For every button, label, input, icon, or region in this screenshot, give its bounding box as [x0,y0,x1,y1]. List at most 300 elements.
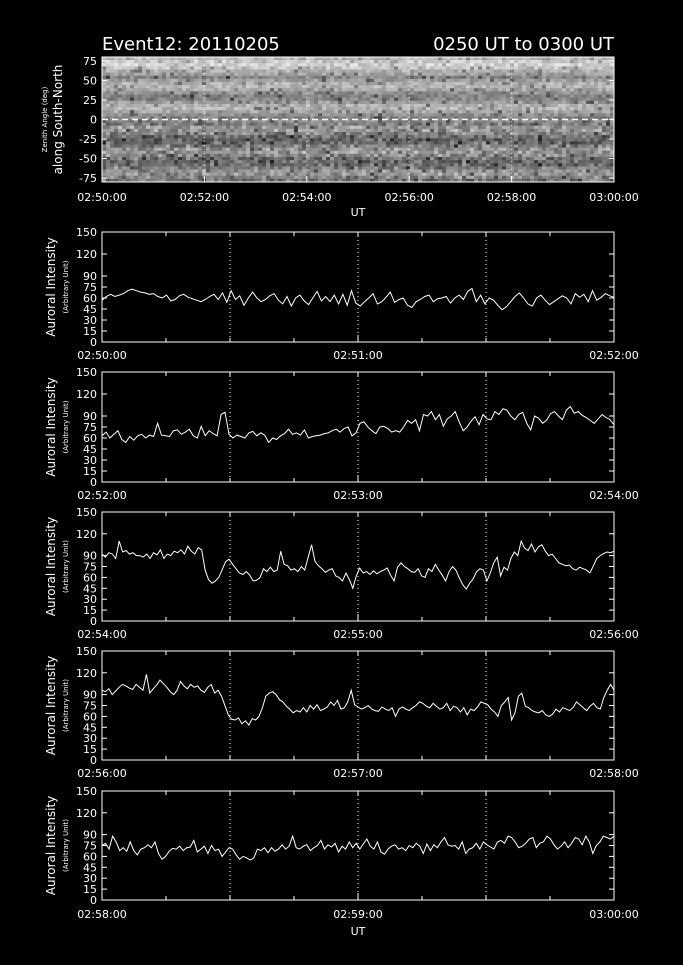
keogram-cell [274,73,279,77]
keogram-cell [534,173,539,177]
keogram-cell [334,157,339,161]
keogram-cell [170,88,175,92]
keogram-cell [474,160,479,164]
keogram-cell [410,163,415,167]
keogram-cell [222,107,227,111]
keogram-cell [574,110,579,114]
keogram-cell [418,91,423,95]
keogram-cell [446,157,451,161]
keogram-cell [418,138,423,142]
keogram-cell [166,176,171,180]
keogram-cell [530,85,535,89]
keogram-cell [542,60,547,64]
keogram-cell [258,70,263,74]
keogram-cell [238,154,243,158]
keogram-cell [270,79,275,83]
keogram-cell [542,95,547,99]
keogram-cell [514,129,519,133]
keogram-cell [186,138,191,142]
keogram-cell [154,91,159,95]
keogram-cell [162,166,167,170]
keogram-cell [386,123,391,127]
keogram-cell [410,148,415,152]
keogram-cell [362,132,367,136]
keogram-cell [454,160,459,164]
keogram-cell [402,57,407,61]
keogram-cell [434,107,439,111]
keogram-cell [578,145,583,149]
keogram-cell [562,126,567,130]
keogram-cell [434,73,439,77]
keogram-cell [598,148,603,152]
keogram-cell [298,123,303,127]
keogram-cell [326,145,331,149]
keogram-cell [358,166,363,170]
keogram-cell [254,145,259,149]
keogram-cell [542,126,547,130]
keogram-cell [466,60,471,64]
keogram-cell [350,113,355,117]
keogram-cell [102,126,107,130]
keogram-cell [430,110,435,114]
keogram-cell [598,141,603,145]
keogram-cell [342,163,347,167]
keogram-cell [114,82,119,86]
keogram-cell [178,160,183,164]
keogram-cell [574,176,579,180]
keogram-cell [398,170,403,174]
keogram-cell [102,141,107,145]
keogram-cell [470,141,475,145]
keogram-cell [102,95,107,99]
keogram-cell [370,141,375,145]
keogram-cell [394,63,399,67]
keogram-cell [158,101,163,105]
keogram-cell [238,104,243,108]
keogram-cell [578,113,583,117]
keogram-cell [438,110,443,114]
keogram-cell [322,70,327,74]
keogram-cell [238,163,243,167]
keogram-cell [218,157,223,161]
keogram-cell [102,88,107,92]
keogram-cell [582,85,587,89]
keogram-cell [110,107,115,111]
keogram-cell [234,63,239,67]
keogram-cell [214,154,219,158]
keogram-cell [114,173,119,177]
keogram-cell [394,132,399,136]
keogram-cell [558,126,563,130]
keogram-cell [450,166,455,170]
keogram-cell [518,76,523,80]
keogram-cell [542,154,547,158]
keogram-cell [514,91,519,95]
keogram-cell [230,82,235,86]
keogram-cell [358,107,363,111]
keogram-cell [354,70,359,74]
keogram-cell [414,107,419,111]
keogram-cell [126,145,131,149]
keogram-cell [166,91,171,95]
keogram-cell [322,176,327,180]
keogram-cell [262,91,267,95]
keogram-cell [514,63,519,67]
keogram-cell [486,166,491,170]
keogram-cell [118,57,123,61]
keogram-cell [290,110,295,114]
keogram-cell [322,166,327,170]
keogram-cell [298,101,303,105]
keogram-cell [558,170,563,174]
keogram-cell [582,170,587,174]
keogram-cell [582,157,587,161]
keogram-cell [122,113,127,117]
keogram-cell [214,98,219,102]
keogram-cell [414,176,419,180]
keogram-cell [130,148,135,152]
keogram-cell [538,116,543,120]
keogram-cell [274,173,279,177]
keogram-cell [238,157,243,161]
keogram-cell [118,138,123,142]
keogram-cell [178,135,183,139]
keogram-cell [454,60,459,64]
keogram-cell [514,132,519,136]
keogram-cell [274,91,279,95]
keogram-cell [414,79,419,83]
keogram-cell [518,166,523,170]
keogram-cell [526,113,531,117]
keogram-cell [222,98,227,102]
keogram-cell [370,173,375,177]
keogram-cell [226,135,231,139]
keogram-cell [378,63,383,67]
keogram-cell [130,154,135,158]
keogram-cell [150,88,155,92]
keogram-cell [430,141,435,145]
keogram-cell [582,138,587,142]
keogram-cell [198,60,203,64]
keogram-cell [198,126,203,130]
keogram-cell [178,104,183,108]
keogram-cell [418,151,423,155]
keogram-cell [486,82,491,86]
keogram-cell [302,95,307,99]
keogram-cell [454,70,459,74]
keogram-cell [474,91,479,95]
keogram-cell [422,88,427,92]
keogram-cell [394,98,399,102]
keogram-cell [370,151,375,155]
keogram-cell [534,123,539,127]
keogram-cell [550,166,555,170]
keogram-cell [446,135,451,139]
keogram-cell [110,104,115,108]
keogram-cell [242,154,247,158]
keogram-cell [214,113,219,117]
keogram-cell [370,160,375,164]
keogram-cell [366,85,371,89]
keogram-cell [430,70,435,74]
keogram-cell [250,82,255,86]
keogram-cell [362,60,367,64]
keogram-cell [486,154,491,158]
keogram-cell [258,110,263,114]
keogram-cell [326,135,331,139]
keogram-cell [194,173,199,177]
keogram-cell [482,70,487,74]
keogram-cell [154,123,159,127]
keogram-cell [602,148,607,152]
keogram-cell [606,129,611,133]
keogram-cell [314,91,319,95]
keogram-cell [482,63,487,67]
keogram-cell [322,157,327,161]
keogram-cell [578,154,583,158]
keogram-cell [510,101,515,105]
keogram-cell [494,129,499,133]
keogram-cell [130,76,135,80]
keogram-cell [246,138,251,142]
keogram-cell [474,126,479,130]
keogram-cell [330,151,335,155]
keogram-cell [318,154,323,158]
keogram-cell [406,66,411,70]
keogram-cell [298,107,303,111]
keogram-cell [514,85,519,89]
keogram-cell [238,120,243,124]
keogram-cell [362,170,367,174]
keogram-cell [342,82,347,86]
keogram-cell [318,66,323,70]
keogram-cell [102,163,107,167]
keogram-cell [538,157,543,161]
keogram-cell [150,126,155,130]
keogram-cell [362,110,367,114]
keogram-cell [146,170,151,174]
keogram-cell [370,66,375,70]
keogram-cell [118,145,123,149]
keogram-cell [242,76,247,80]
keogram-cell [546,154,551,158]
keogram-cell [462,110,467,114]
keogram-cell [218,63,223,67]
keogram-cell [602,82,607,86]
keogram-cell [142,166,147,170]
keogram-cell [334,91,339,95]
keogram-cell [178,173,183,177]
keogram-cell [294,98,299,102]
keogram-cell [602,107,607,111]
keogram-cell [562,129,567,133]
keogram-cell [338,176,343,180]
keogram-cell [590,63,595,67]
keogram-cell [262,148,267,152]
keogram-cell [310,132,315,136]
keogram-cell [546,63,551,67]
keogram-cell [526,135,531,139]
keogram-cell [474,151,479,155]
keogram-cell [138,57,143,61]
keogram-cell [582,151,587,155]
keogram-cell [206,176,211,180]
keogram-cell [218,160,223,164]
keogram-cell [186,95,191,99]
keogram-cell [550,57,555,61]
keogram-cell [198,123,203,127]
keogram-cell [462,85,467,89]
keogram-cell [106,63,111,67]
keogram-cell [358,73,363,77]
keogram-cell [166,154,171,158]
keogram-cell [242,173,247,177]
keogram-cell [206,101,211,105]
keogram-cell [394,135,399,139]
keogram-cell [118,107,123,111]
keogram-cell [218,135,223,139]
keogram-cell [422,110,427,114]
keogram-cell [506,160,511,164]
keogram-cell [242,166,247,170]
keogram-cell [266,113,271,117]
keogram-cell [250,70,255,74]
keogram-cell [138,116,143,120]
keogram-cell [186,157,191,161]
keogram-cell [198,116,203,120]
keogram-cell [410,70,415,74]
keogram-cell [214,60,219,64]
keogram-cell [538,101,543,105]
keogram-cell [510,82,515,86]
keogram-cell [534,101,539,105]
keogram-cell [494,66,499,70]
keogram-cell [414,166,419,170]
keogram-cell [518,91,523,95]
keogram-cell [438,70,443,74]
keogram-cell [134,170,139,174]
keogram-cell [562,88,567,92]
keogram-cell [282,63,287,67]
keogram-cell [270,113,275,117]
keogram-cell [470,104,475,108]
keogram-cell [602,66,607,70]
keogram-cell [482,135,487,139]
keogram-cell [350,135,355,139]
keogram-cell [250,160,255,164]
keogram-cell [330,101,335,105]
keogram-cell [394,88,399,92]
keogram-cell [482,88,487,92]
keogram-cell [146,176,151,180]
keogram-cell [590,113,595,117]
keogram-cell [154,73,159,77]
keogram-cell [458,160,463,164]
keogram-cell [114,154,119,158]
keogram-cell [534,176,539,180]
keogram-cell [190,138,195,142]
keogram-cell [554,126,559,130]
keogram-cell [162,135,167,139]
keogram-cell [222,60,227,64]
keogram-cell [130,132,135,136]
keogram-cell [118,60,123,64]
keogram-cell [174,79,179,83]
keogram-cell [118,91,123,95]
keogram-cell [486,170,491,174]
keogram-cell [390,57,395,61]
keogram-cell [450,82,455,86]
keogram-cell [598,107,603,111]
keogram-cell [594,57,599,61]
keogram-cell [198,76,203,80]
keogram-cell [386,82,391,86]
keogram-cell [570,148,575,152]
keogram-cell [290,163,295,167]
keogram-cell [130,63,135,67]
keogram-cell [410,151,415,155]
keogram-cell [482,101,487,105]
keogram-cell [114,101,119,105]
keogram-cell [450,70,455,74]
keogram-cell [342,176,347,180]
keogram-cell [430,138,435,142]
keogram-cell [434,98,439,102]
keogram-cell [438,113,443,117]
keogram-cell [374,148,379,152]
keogram-cell [582,110,587,114]
keogram-cell [154,85,159,89]
keogram-cell [106,82,111,86]
keogram-cell [606,123,611,127]
keogram-cell [526,138,531,142]
keogram-cell [330,160,335,164]
keogram-cell [602,141,607,145]
keogram-cell [186,76,191,80]
keogram-cell [394,95,399,99]
keogram-cell [206,85,211,89]
keogram-cell [254,91,259,95]
keogram-cell [386,157,391,161]
keogram-cell [122,123,127,127]
keogram-cell [214,145,219,149]
keogram-cell [438,76,443,80]
keogram-cell [350,107,355,111]
keogram-cell [434,70,439,74]
keogram-cell [506,123,511,127]
keogram-cell [366,113,371,117]
keogram-cell [414,129,419,133]
keogram-cell [114,76,119,80]
keogram-cell [334,79,339,83]
keogram-cell [294,176,299,180]
keogram-cell [478,60,483,64]
keogram-cell [170,145,175,149]
keogram-cell [394,110,399,114]
keogram-cell [358,132,363,136]
keogram-cell [346,126,351,130]
keogram-cell [458,101,463,105]
keogram-cell [422,145,427,149]
keogram-cell [202,170,207,174]
keogram-cell [546,166,551,170]
keogram-cell [486,141,491,145]
keogram-cell [414,154,419,158]
keogram-cell [342,166,347,170]
keogram-cell [282,163,287,167]
keogram-cell [602,95,607,99]
keogram-cell [166,101,171,105]
